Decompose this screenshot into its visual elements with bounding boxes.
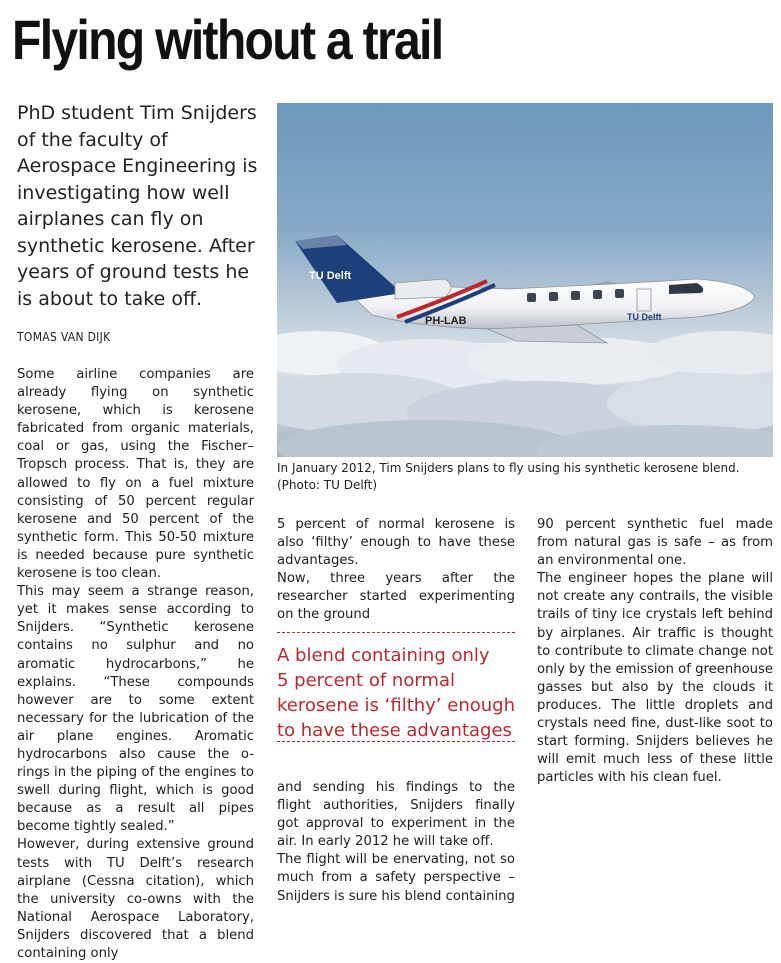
cloud-layer — [277, 331, 773, 457]
body-paragraph: The engineer hopes the plane will not create any contrails, the visible trails of tiny ice crystals left behind by airplanes. Air traffic is thought to contribute to climate change not only by the emission of greenhouse gasses but also by the clouds it produces. The little droplets and crystals need fine, dust-like soot to start forming. Snijders believes he will emit much less of these little particles with his clean fuel. — [537, 571, 773, 786]
photo-caption: In January 2012, Tim Snijders plans to fly using his synthetic kerosene blend. (Photo: TU Delft) — [277, 461, 740, 492]
pull-quote-line: kerosene is ‘filthy’ enough — [277, 695, 515, 716]
article-photo — [277, 103, 773, 457]
body-paragraph: 5 percent of normal kerosene is also ‘filthy’ enough to have these advantages. — [277, 517, 515, 569]
body-paragraph: 90 percent synthetic fuel made from natural gas is safe – as from an environmental one. — [537, 517, 773, 569]
body-column-1 — [17, 366, 254, 963]
pull-quote-line: A blend containing only — [277, 645, 490, 666]
body-column-2-bottom — [277, 779, 515, 906]
pull-quote — [277, 632, 515, 742]
body-paragraph: However, during extensive ground tests with TU Delft’s research airplane (Cessna citation), which the university co-owns with the National Aerospace Laboratory, Snijders discovered that a blend containing only — [17, 837, 254, 961]
body-paragraph: The flight will be enervating, not so much from a safety perspective – Snijders is sure his blend containing — [277, 852, 515, 904]
article-intro: PhD student Tim Snijders of the faculty of Aerospace Engineering is investigating how well airplanes can fly on synthetic kerosene. After years of ground tests he is about to take off. — [17, 102, 258, 310]
pull-quote-line: to have these advantages — [277, 720, 512, 741]
body-paragraph: This may seem a strange reason, yet it makes sense according to Snijders. “Synthetic kerosene contains no sulphur and no aromatic hydrocarbons,” he explains. “These compounds however are to some extent necessary for the lubrication of the air plane engines. Aromatic hydrocarbons also cause the o-rings in the piping of the engines to swell during flight, which is good because as a result all pipes become tightly sealed.” — [17, 584, 254, 835]
body-paragraph: Now, three years after the researcher started experimenting on the ground — [277, 571, 515, 623]
pull-quote-line: 5 percent of normal — [277, 670, 455, 691]
body-paragraph: and sending his findings to the flight authorities, Snijders finally got approval to experiment in the air. In early 2012 he will take off. — [277, 780, 515, 850]
article-title: Flying without a trail — [12, 8, 443, 71]
body-column-2-top — [277, 516, 515, 625]
pull-quote-text — [277, 643, 515, 743]
airplane-photo-illustration — [277, 103, 773, 457]
airplane — [295, 235, 755, 343]
tail-logo: TU Delft — [309, 270, 352, 282]
author-byline: TOMAS VAN DIJK — [17, 330, 111, 344]
fuselage-logo: TU Delft — [627, 312, 662, 322]
body-column-3 — [537, 516, 773, 787]
aircraft-registration: PH-LAB — [425, 315, 467, 327]
body-paragraph: Some airline companies are already flying on synthetic kerosene, which is kerosene fabricated from organic materials, coal or gas, using the Fischer–Tropsch process. That is, they are allowed to fly on a fuel mixture consisting of 50 percent regular kerosene and 50 percent of the synthetic form. This 50-50 mixture is needed because pure synthetic kerosene is too clean. — [17, 367, 254, 582]
